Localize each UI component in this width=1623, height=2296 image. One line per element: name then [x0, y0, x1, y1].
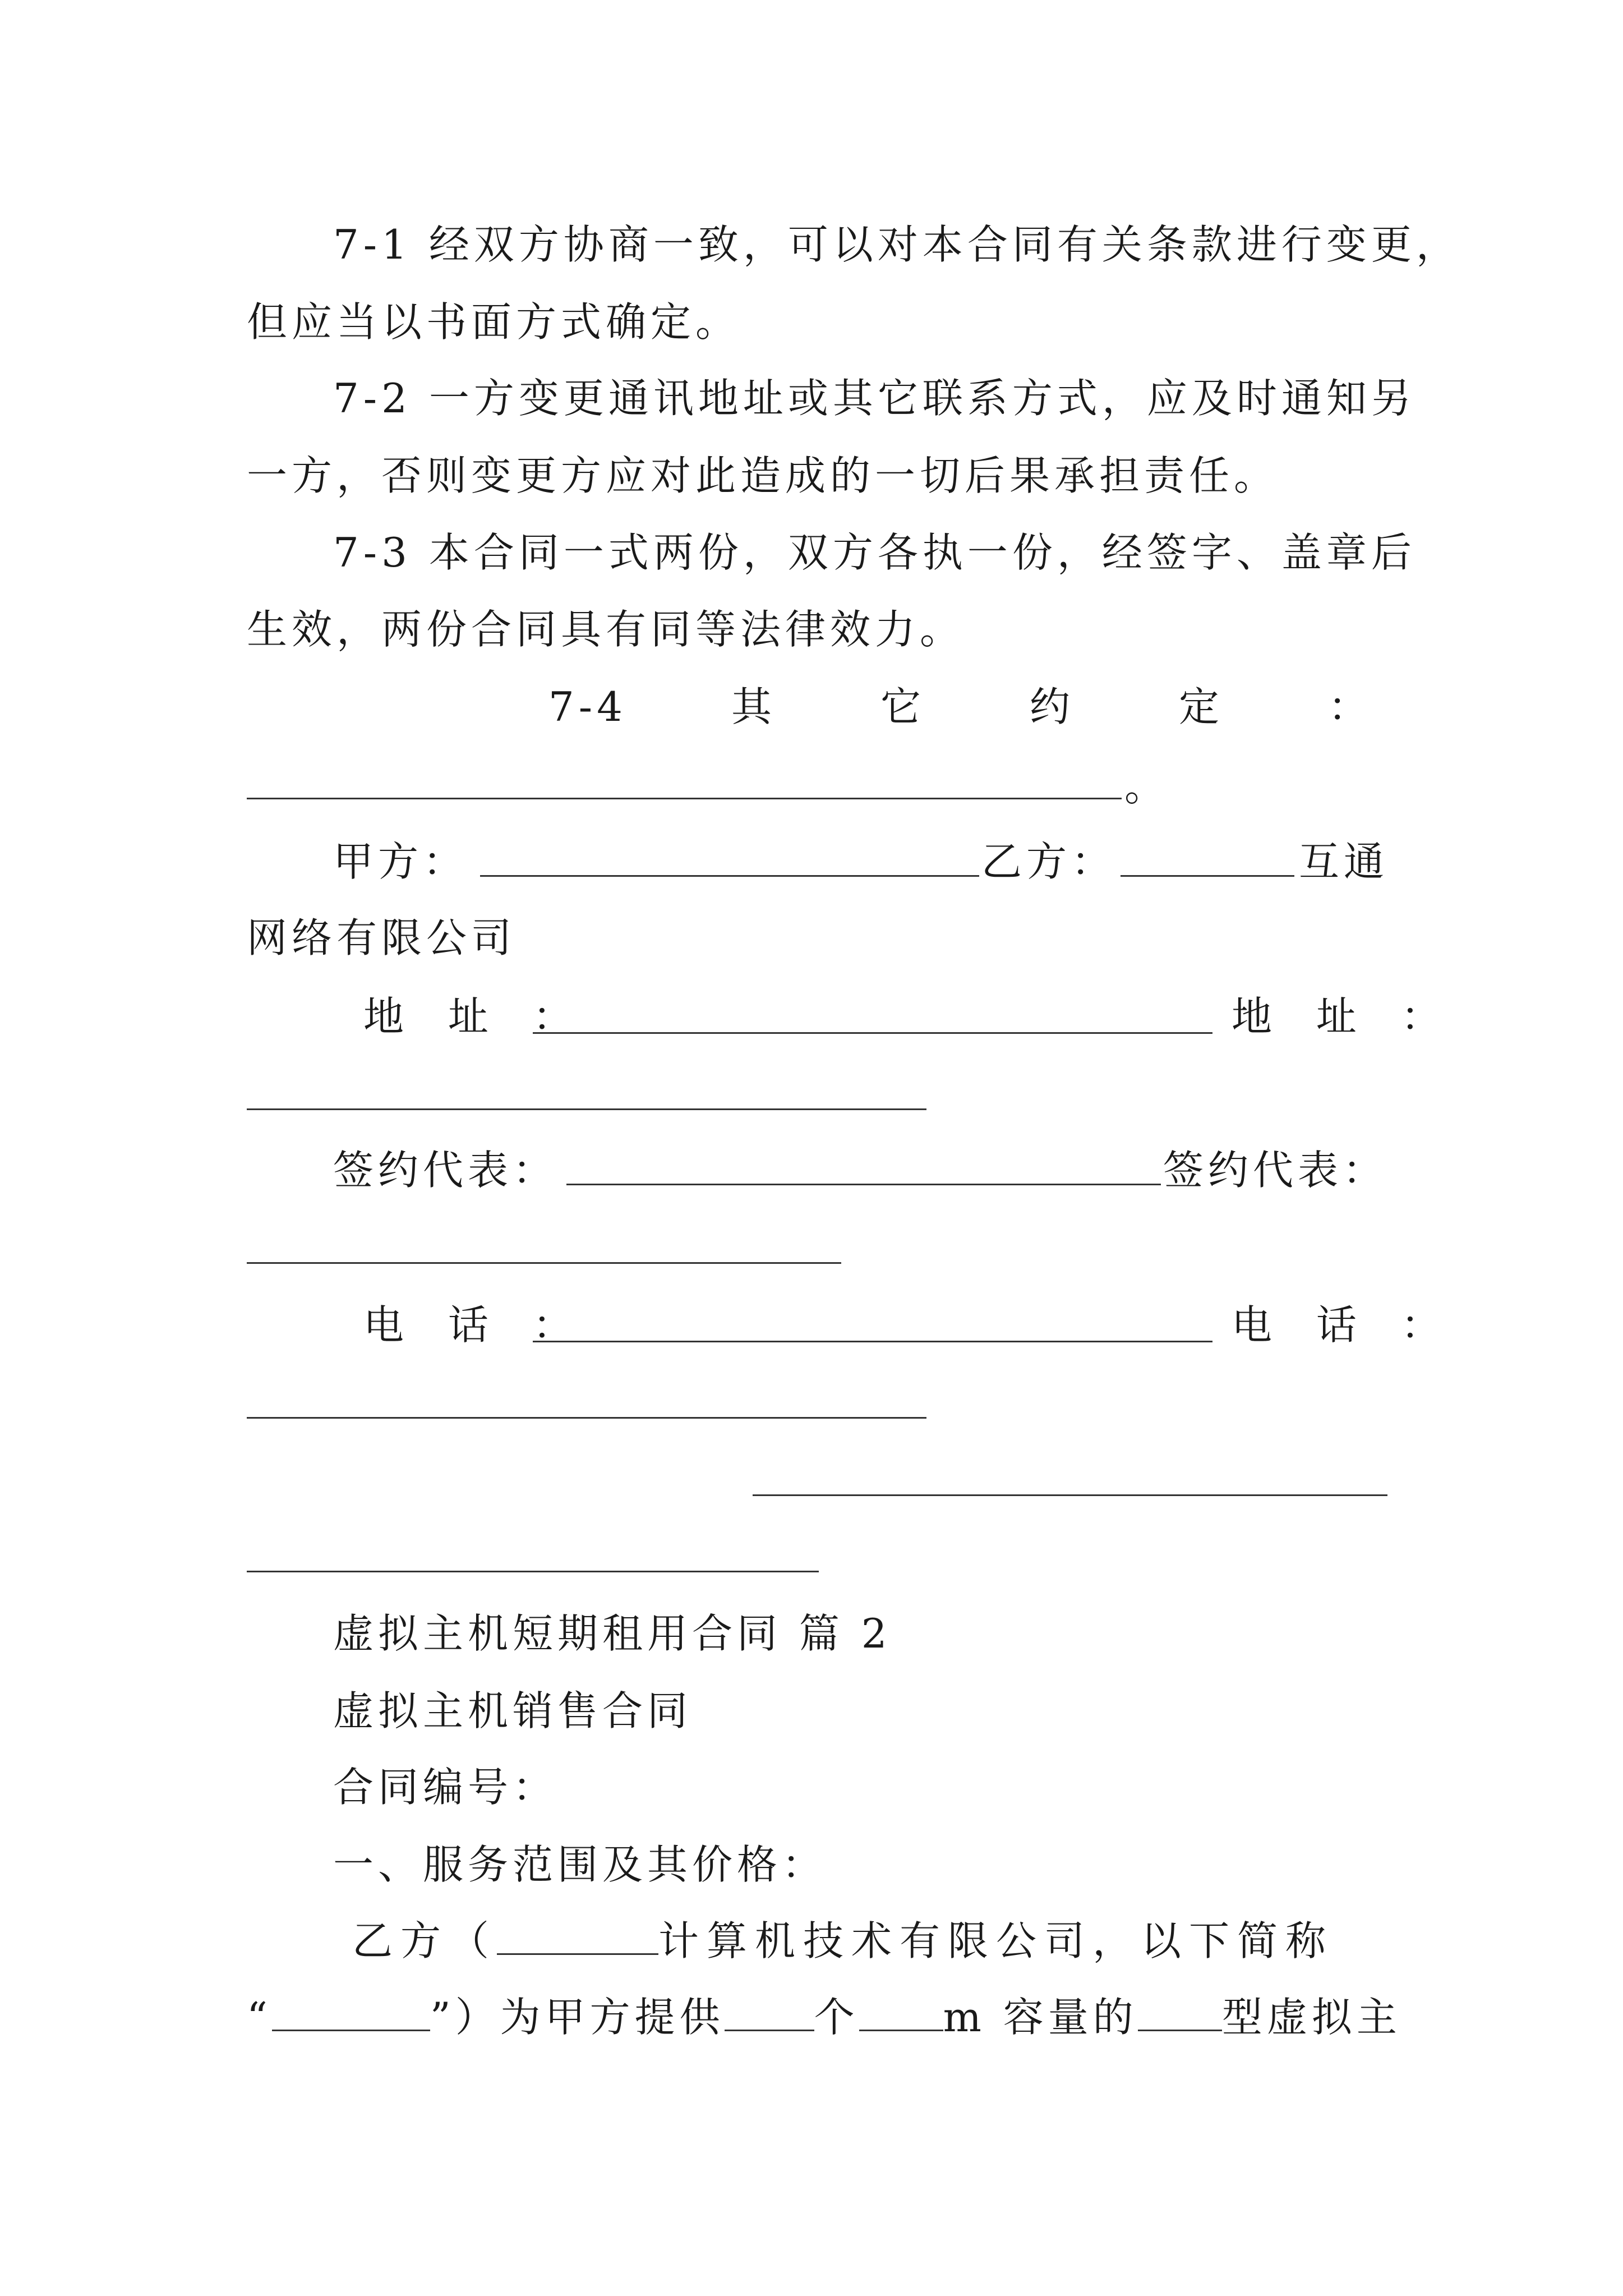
party-a-label: 甲方：: [333, 838, 468, 885]
clause-7-4-heading: [548, 679, 1373, 735]
service-line-2: [247, 1989, 1401, 2045]
model-text: 型虚拟主: [1221, 1994, 1401, 2041]
clause-7-3-line-2: 生效，两份合同具有同等法律效力。: [247, 606, 965, 653]
party-a-blank[interactable]: [480, 875, 979, 877]
clause-7-4-char: 其: [731, 683, 776, 730]
clause-7-2-line-1: 7-2 一方变更通讯地址或其它联系方式，应及时通知另: [333, 375, 1416, 422]
clause-7-4-char: 它: [880, 683, 925, 730]
party-b-name-end: 网络有限公司: [247, 914, 517, 961]
signatory-blank-a[interactable]: [566, 1184, 1161, 1185]
clause-7-3-line-1: 7-3 本合同一式两份，双方各执一份，经签字、盖章后: [333, 529, 1416, 576]
section-title: 虚拟主机短期租用合同 篇 2: [333, 1610, 892, 1657]
signature-blank-line-2[interactable]: [247, 1571, 819, 1572]
clause-7-4-blank[interactable]: [247, 798, 1122, 799]
party-b-name-start: 互通: [1299, 838, 1389, 885]
address-label-b: 地 址 ：: [1232, 993, 1457, 1040]
address-blank-b[interactable]: [247, 1108, 926, 1110]
clause-7-4-char: 定: [1178, 683, 1224, 730]
signature-blank-line-1[interactable]: [753, 1494, 1387, 1496]
contract-subtitle: 虚拟主机销售合同: [333, 1687, 693, 1734]
service-provide-text: ”）为甲方提供: [430, 1994, 725, 2041]
quantity-blank[interactable]: [725, 1996, 814, 2031]
clause-7-1-line-1: 7-1 经双方协商一致，可以对本合同有关条款进行变更，: [333, 221, 1461, 268]
address-blank-a[interactable]: [533, 1032, 1212, 1034]
open-quote: “: [247, 1994, 272, 2041]
service-line-1: [352, 1913, 1334, 1969]
capacity-blank[interactable]: [859, 1996, 943, 2031]
contract-number-label: 合同编号：: [333, 1764, 558, 1811]
capacity-text: m 容量的: [943, 1994, 1138, 2041]
company-name-blank[interactable]: [497, 1920, 658, 1955]
phone-blank-b[interactable]: [247, 1417, 926, 1419]
section-1-heading: 一、服务范围及其价格：: [333, 1841, 827, 1888]
party-b-label: 乙方：: [981, 838, 1117, 885]
clause-7-2-line-2: 一方，否则变更方应对此造成的一切后果承担责任。: [247, 452, 1279, 499]
signatory-label-b: 签约代表：: [1163, 1147, 1388, 1194]
service-party-b: 乙方（: [352, 1917, 497, 1964]
service-company-desc: 计算机技术有限公司，以下简称: [658, 1917, 1334, 1964]
clause-7-4-colon: ：: [1327, 683, 1373, 730]
model-blank[interactable]: [1138, 1996, 1222, 2031]
clause-7-4-char: 约: [1029, 683, 1075, 730]
phone-label-a: 电 话 ：: [363, 1301, 589, 1349]
phone-blank-a[interactable]: [533, 1341, 1212, 1342]
clause-7-4-end-mark: 。: [1124, 763, 1170, 810]
short-name-blank[interactable]: [272, 1996, 430, 2031]
signatory-label-a: 签约代表：: [333, 1147, 558, 1194]
unit-text: 个: [814, 1994, 859, 2041]
party-b-blank[interactable]: [1121, 875, 1294, 877]
phone-label-b: 电 话 ：: [1232, 1301, 1457, 1349]
clause-7-4-number: 7-4: [548, 683, 627, 730]
clause-7-1-line-2: 但应当以书面方式确定。: [247, 298, 741, 346]
address-label-a: 地 址 ：: [363, 993, 589, 1040]
signatory-blank-b[interactable]: [247, 1262, 841, 1264]
